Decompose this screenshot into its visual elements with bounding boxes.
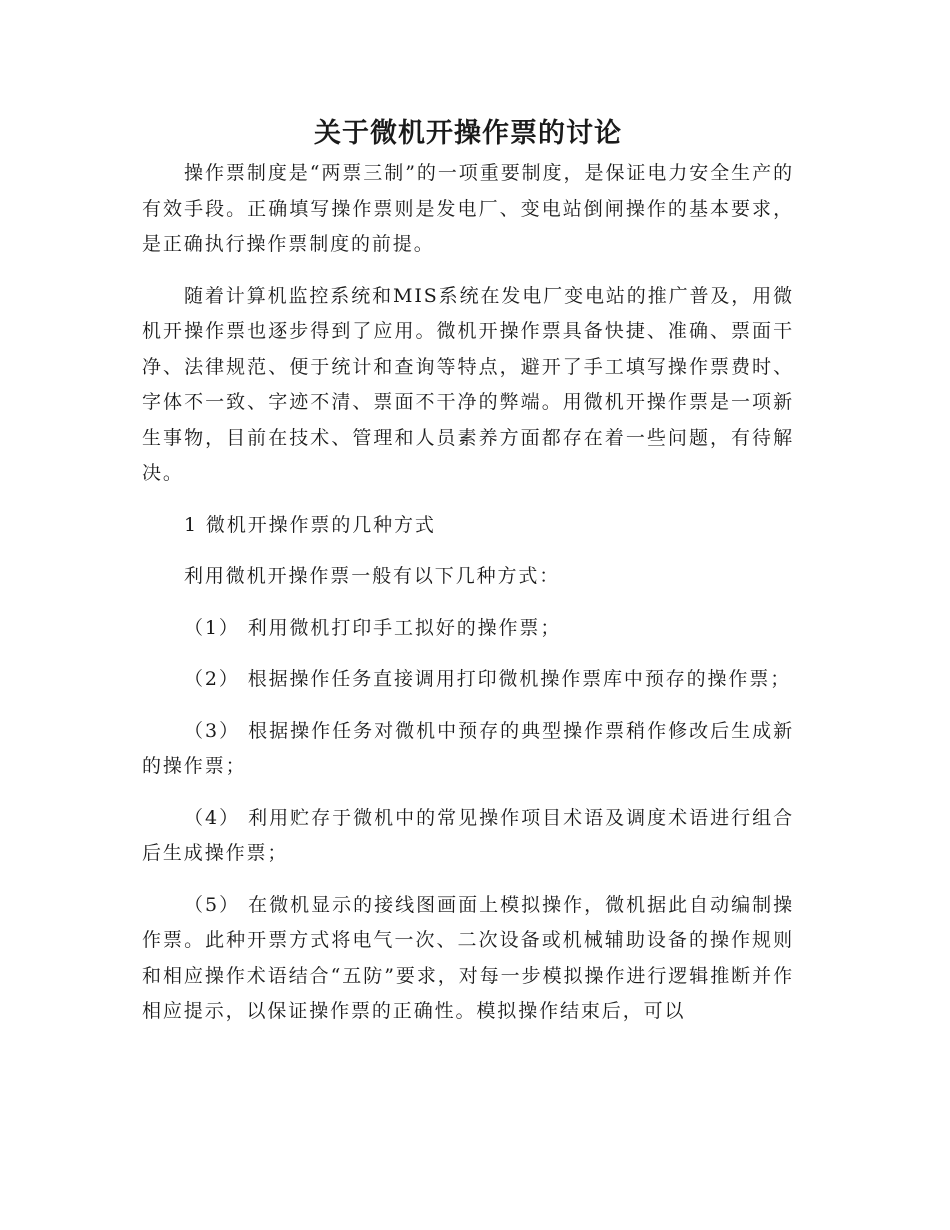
list-item-method-2: （2） 根据操作任务直接调用打印微机操作票库中预存的操作票； bbox=[184, 668, 792, 690]
document-title: 关于微机开操作票的讨论 bbox=[314, 118, 622, 149]
paragraph-background: 随着计算机监控系统和MIS系统在发电厂变电站的推广普及，用微机开操作票也逐步得到了应用。微机开操作票具备快捷、准确、票面干净、法律规范、便于统计和查询等特点，避开了手工填写操作票费时、字体不一致、字迹不清、票面不干净的弊端。用微机开操作票是一项新生事物，目前在技术、管理和人员素养方面都存在着一些问题，有待解决。 bbox=[142, 284, 794, 484]
list-item-method-1: （1） 利用微机打印手工拟好的操作票； bbox=[184, 616, 562, 639]
list-item-method-3: （3） 根据操作任务对微机中预存的典型操作票稍作修改后生成新的操作票； bbox=[142, 719, 794, 777]
section-heading-1: 1 微机开操作票的几种方式 bbox=[184, 513, 436, 536]
paragraph-methods-intro: 利用微机开操作票一般有以下几种方式： bbox=[184, 565, 561, 587]
list-item-method-5: （5） 在微机显示的接线图画面上模拟操作，微机据此自动编制操作票。此种开票方式将电气一次、二次设备或机械辅助设备的操作规则和相应操作术语结合“五防”要求，对每一步模拟操作进行逻辑推断并作相应提示，以保证操作票的正确性。模拟操作结束后，可以 bbox=[142, 893, 794, 1022]
list-item-method-4: （4） 利用贮存于微机中的常见操作项目术语及调度术语进行组合后生成操作票； bbox=[142, 806, 794, 864]
paragraph-intro: 操作票制度是“两票三制”的一项重要制度，是保证电力安全生产的有效手段。正确填写操作票则是发电厂、变电站倒闸操作的基本要求，是正确执行操作票制度的前提。 bbox=[142, 162, 794, 255]
document-page bbox=[142, 112, 794, 1046]
